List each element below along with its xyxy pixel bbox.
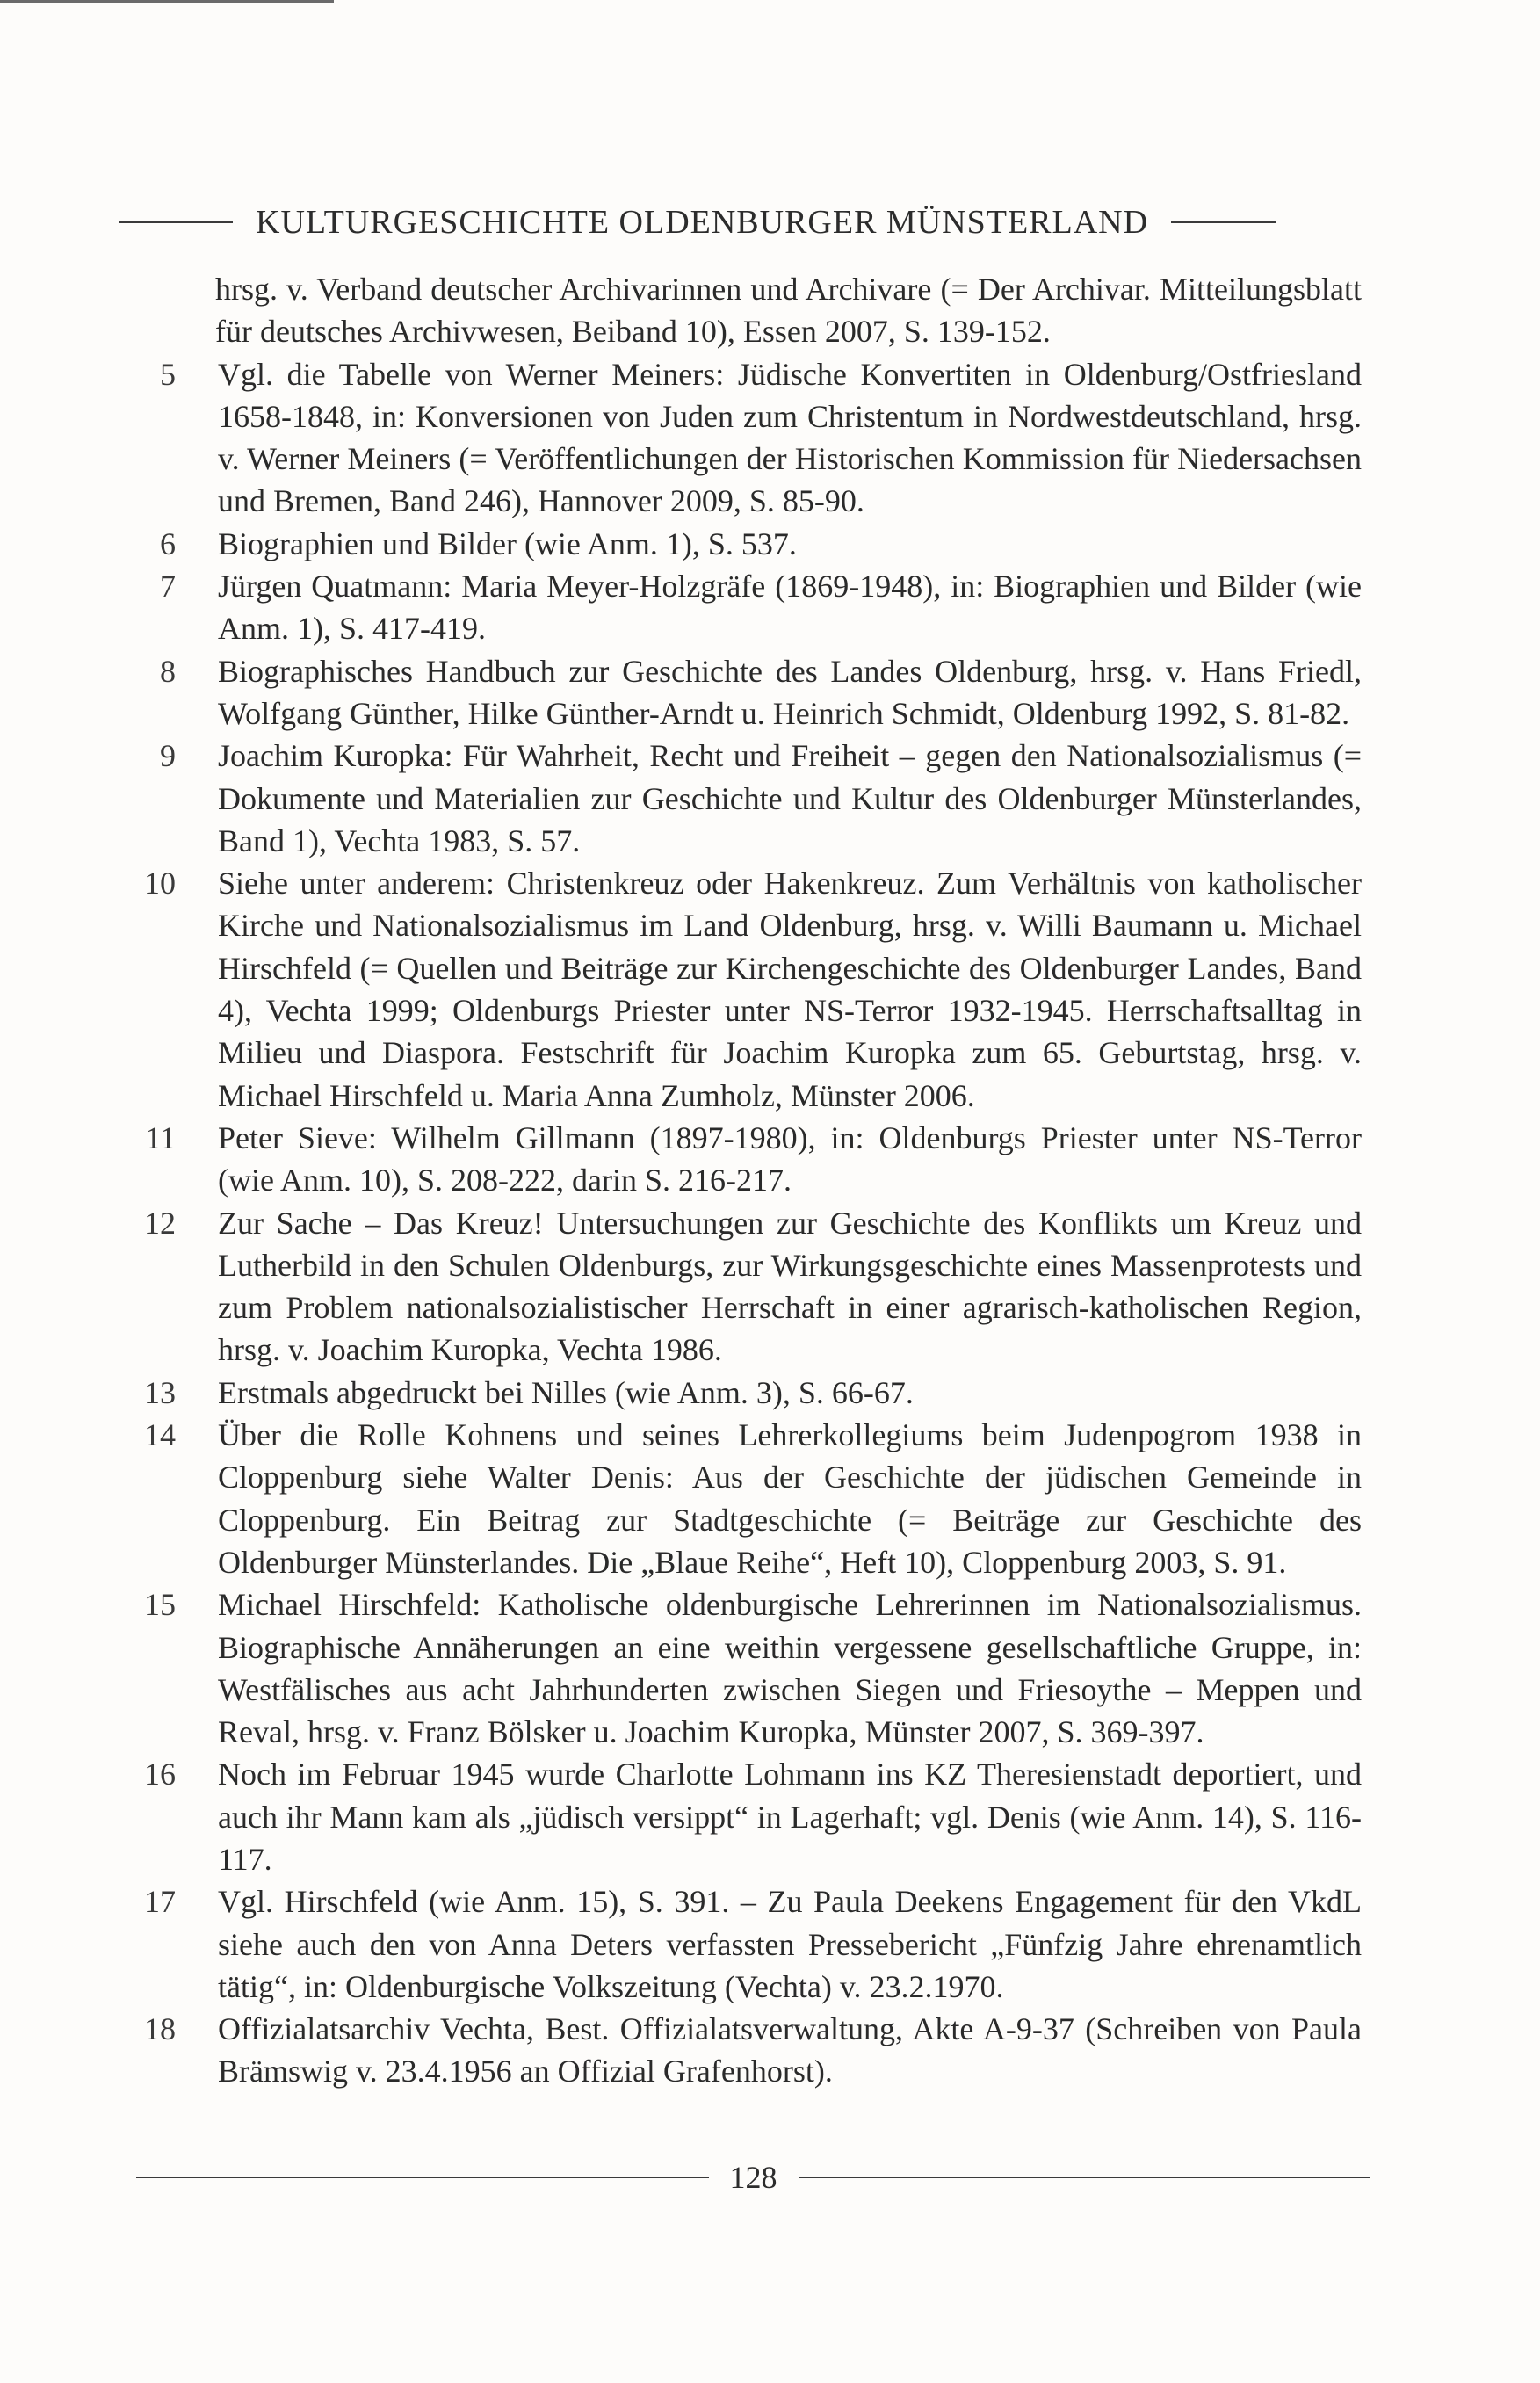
footer-rule-left [136,2177,709,2178]
endnote [132,1753,1362,1880]
endnote-number: 15 [144,1587,176,1623]
endnote-text: Vgl. die Tabelle von Werner Meiners: Jüdische Konvertiten in Oldenburg/Ostfriesland 1658-1848, in: Konversionen von Juden zum Christentum in Nordwestdeutschland, hrsg. v. Werner Meiners (= Veröffentlichungen der Historischen Kommission für Niedersachsen und Bremen, Band 246), Hannover 2009, S. 85-90. [218,356,1362,519]
endnote-text: hrsg. v. Verband deutscher Archivarinnen und Archivare (= Der Archivar. Mitteilungsblatt für deutsches Archivwesen, Beiband 10), Essen 2007, S. 139-152. [215,272,1362,350]
endnote-text: Zur Sache – Das Kreuz! Untersuchungen zur Geschichte des Konflikts um Kreuz und Lutherbild in den Schulen Oldenburgs, zur Wirkungsgeschichte eines Massenprotests und zum Problem nationalsozialistischer Herrschaft in einer agrarisch-katholischen Region, hrsg. v. Joachim Kuropka, Vechta 1986. [218,1205,1362,1368]
endnote-number: 13 [144,1374,176,1410]
endnote [132,523,1362,565]
endnote-number: 5 [160,356,176,392]
endnote [132,2008,1362,2093]
endnote-text: Über die Rolle Kohnens und seines Lehrerkollegiums beim Judenpogrom 1938 in Cloppenburg siehe Walter Denis: Aus der Geschichte der jüdischen Gemeinde in Cloppenburg. Ein Beitrag zur Stadtgeschichte (= Beiträge zur Geschichte des Oldenburger Münsterlandes. Die „Blaue Reihe“, Heft 10), Cloppenburg 2003, S. 91. [218,1417,1362,1580]
endnote-number: 12 [144,1205,176,1241]
endnote-text: Siehe unter anderem: Christenkreuz oder Hakenkreuz. Zum Verhältnis von katholischer Kirche und Nationalsozialismus im Land Oldenburg, hrsg. v. Willi Baumann u. Michael Hirschfeld (= Quellen und Beiträge zur Kirchengeschichte des Oldenburger Landes, Band 4), Vechta 1999; Oldenburgs Priester unter NS-Terror 1932-1945. Herrschaftsalltag in Milieu und Diaspora. Festschrift für Joachim Kuropka zum 65. Geburtstag, hrsg. v. Michael Hirschfeld u. Maria Anna Zumholz, Münster 2006. [218,866,1362,1113]
endnote [132,1372,1362,1414]
endnote-number: 17 [144,1884,176,1920]
endnote-number: 7 [160,569,176,605]
endnote [132,1583,1362,1753]
running-header [119,200,1340,244]
endnote [132,1117,1362,1202]
endnote-number: 18 [144,2011,176,2047]
endnote-text: Biographisches Handbuch zur Geschichte des Landes Oldenburg, hrsg. v. Hans Friedl, Wolfgang Günther, Hilke Günther-Arndt u. Heinrich Schmidt, Oldenburg 1992, S. 81-82. [218,653,1362,731]
endnote [132,565,1362,650]
endnote-text: Noch im Februar 1945 wurde Charlotte Lohmann ins KZ Theresienstadt deportiert, und auch ihr Mann kam als „jüdisch versippt“ in Lagerhaft; vgl. Denis (wie Anm. 14), S. 116-117. [218,1756,1362,1877]
endnote-text: Offizialatsarchiv Vechta, Best. Offizialatsverwaltung, Akte A-9-37 (Schreiben von Paula Brämswig v. 23.4.1956 an Offizial Grafenhorst). [218,2011,1362,2090]
scan-edge-line [0,0,334,3]
endnote [132,353,1362,523]
endnote [132,862,1362,1117]
page-footer [136,2153,1370,2202]
endnotes-list [132,268,1362,2093]
endnote-number: 8 [160,653,176,689]
running-header-title: KULTURGESCHICHTE OLDENBURGER MÜNSTERLAND [256,204,1149,241]
endnote [132,650,1362,735]
footer-rule-right [799,2177,1371,2178]
endnote-text: Biographien und Bilder (wie Anm. 1), S. 537. [218,525,797,561]
endnote-text: Vgl. Hirschfeld (wie Anm. 15), S. 391. – Zu Paula Deekens Engagement für den VkdL siehe auch den von Anna Deters verfassten Pressebericht „Fünfzig Jahre ehrenamtlich tätig“, in: Oldenburgische Volkszeitung (Vechta) v. 23.2.1970. [218,1884,1362,2004]
endnote [132,1414,1362,1583]
header-rule-right [1171,221,1276,223]
endnote-text: Michael Hirschfeld: Katholische oldenburgische Lehrerinnen im Nationalsozialismus. Biographische Annäherungen an eine weithin vergessene gesellschaftliche Gruppe, in: Westfälisches aus acht Jahrhunderten zwischen Siegen und Friesoythe – Meppen und Reval, hrsg. v. Franz Bölsker u. Joachim Kuropka, Münster 2007, S. 369-397. [218,1587,1362,1750]
endnote-number: 11 [145,1119,176,1155]
endnote-text: Peter Sieve: Wilhelm Gillmann (1897-1980), in: Oldenburgs Priester unter NS-Terror (wie Anm. 10), S. 208-222, darin S. 216-217. [218,1119,1362,1199]
endnote-number: 16 [144,1756,176,1793]
endnote-text: Joachim Kuropka: Für Wahrheit, Recht und Freiheit – gegen den Nationalsozialismus (= Dokumente und Materialien zur Geschichte und Kultur des Oldenburger Münsterlandes, Band 1), Vechta 1983, S. 57. [218,738,1362,858]
page-number: 128 [729,2160,777,2195]
endnote-text: Erstmals abgedruckt bei Nilles (wie Anm. 3), S. 66-67. [218,1374,914,1410]
endnote [132,1880,1362,2008]
endnote-number: 10 [144,866,176,902]
header-rule-left [119,221,233,223]
endnote-number: 6 [160,525,176,561]
endnote-continuation [132,268,1362,353]
endnote-text: Jürgen Quatmann: Maria Meyer-Holzgräfe (1869-1948), in: Biographien und Bilder (wie Anm. 1), S. 417-419. [218,569,1362,647]
endnote-number: 14 [144,1417,176,1453]
endnote [132,1202,1362,1372]
endnote [132,735,1362,862]
endnote-number: 9 [160,738,176,774]
